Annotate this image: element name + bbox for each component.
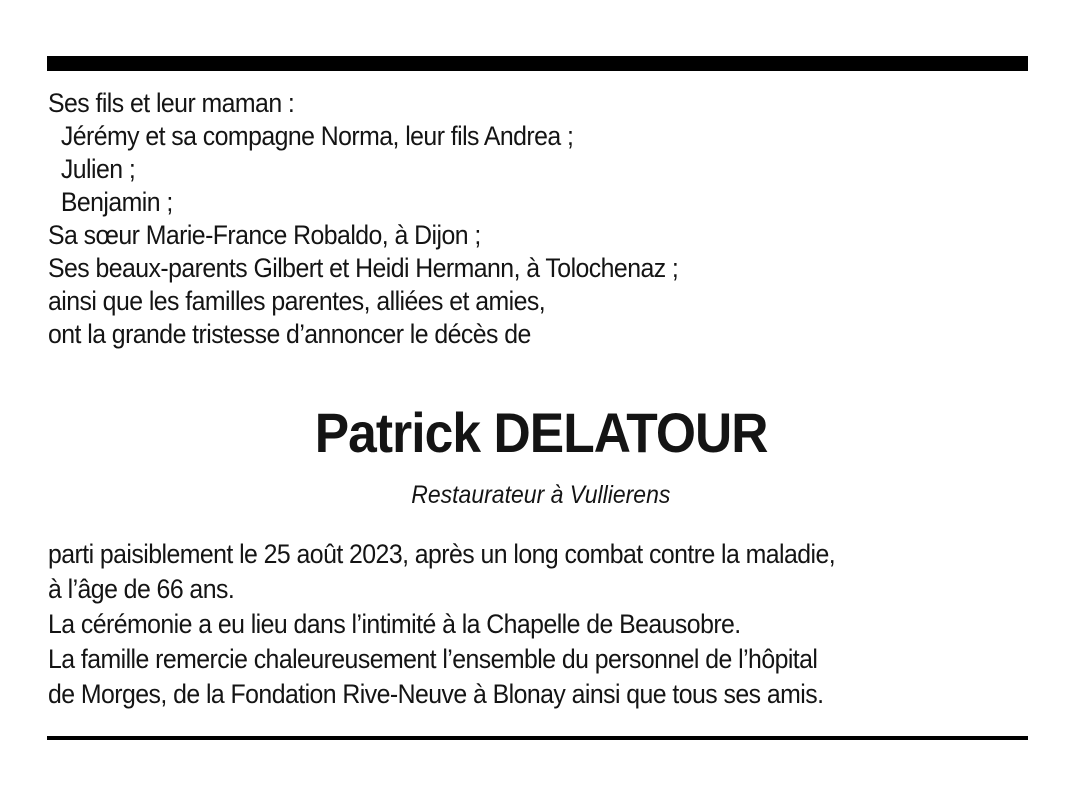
family-line: Jérémy et sa compagne Norma, leur fils Andrea ; <box>60 121 574 151</box>
body-line: La famille remercie chaleureusement l’ensemble du personnel de l’hôpital <box>48 644 818 674</box>
deceased-name <box>0 398 1082 468</box>
family-line: ainsi que les familles parentes, alliées et amies, <box>48 286 546 316</box>
body-line: parti paisiblement le 25 août 2023, après un long combat contre la maladie, <box>48 539 836 569</box>
bottom-divider <box>47 736 1028 740</box>
body-line: à l’âge de 66 ans. <box>48 574 235 604</box>
deceased-name-text: Patrick DELATOUR <box>314 401 768 464</box>
family-line: Sa sœur Marie-France Robaldo, à Dijon ; <box>48 220 481 250</box>
family-line: Ses fils et leur maman : <box>48 88 295 118</box>
body-line: de Morges, de la Fondation Rive-Neuve à Blonay ainsi que tous ses amis. <box>48 679 824 709</box>
family-line: Benjamin ; <box>60 187 173 217</box>
body-line: La cérémonie a eu lieu dans l’intimité à la Chapelle de Beausobre. <box>48 609 741 639</box>
family-line: ont la grande tristesse d’annoncer le décès de <box>48 319 531 349</box>
announcement-body <box>48 537 835 712</box>
top-divider <box>47 56 1028 71</box>
deceased-occupation-text: Restaurateur à Vullierens <box>411 481 671 509</box>
family-list <box>48 87 678 351</box>
family-line: Julien ; <box>60 154 136 184</box>
family-line: Ses beaux-parents Gilbert et Heidi Hermann, à Tolochenaz ; <box>48 253 679 283</box>
deceased-occupation <box>0 478 1082 512</box>
